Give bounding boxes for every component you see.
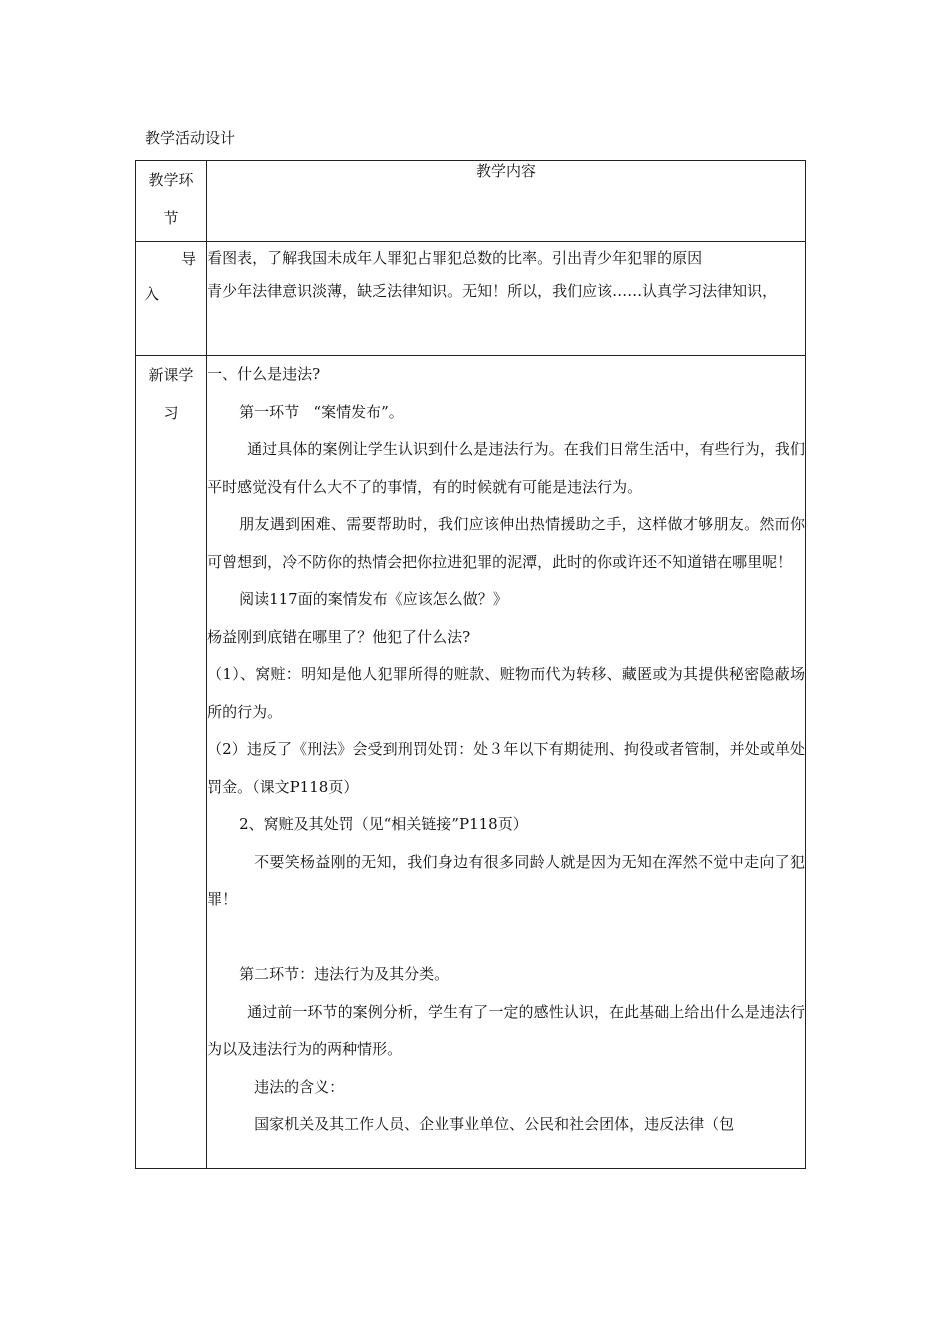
stage-cell-new-lesson <box>136 356 207 1169</box>
stage-cell-intro <box>136 242 207 356</box>
stage-header-line-2: 节 <box>163 209 179 227</box>
table-header-row <box>136 161 806 242</box>
stage-new-line-1: 新课学 <box>148 366 194 384</box>
stage-intro-line-2: 入 <box>144 285 160 303</box>
paragraph: 2、窝赃及其处罚（见“相关链接”P118页） <box>239 815 528 833</box>
paragraph: 违法的含义： <box>254 1077 345 1096</box>
section-heading: 一、什么是违法? <box>207 365 321 383</box>
paragraph: 通过具体的案例让学生认识到什么是违法行为。在我们日常生活中，有些行为，我们平时感觉没有什么大不了的事情，有的时候就有可能是违法行为。 <box>207 440 805 496</box>
table-row-intro <box>136 242 806 356</box>
paragraph: 阅读117面的案情发布《应该怎么做？》 <box>239 590 508 608</box>
table-row-new-lesson <box>136 356 806 1169</box>
paragraph: 杨益刚到底错在哪里了？他犯了什么法? <box>207 627 471 646</box>
blank-line <box>207 919 805 957</box>
paragraph: （2）违反了《刑法》会受到刑罚处罚：处３年以下有期徒刑、拘役或者管制，并处或单处罚金。（课文P118页） <box>207 740 805 796</box>
lesson-activity-table <box>135 160 806 1169</box>
paragraph: 朋友遇到困难、需要帮助时，我们应该伸出热情援助之手，这样做才够朋友。然而你可曾想到，冷不防你的热情会把你拉进犯罪的泥潭，此时的你或许还不知道错在哪里呢！ <box>207 515 805 571</box>
stage-two-title: 第二环节：违法行为及其分类。 <box>239 965 450 983</box>
content-cell-new-lesson <box>207 356 806 1169</box>
content-header-cell: 教学内容 <box>207 161 806 242</box>
stage-new-line-2: 习 <box>163 404 179 422</box>
stage-one-title: 第一环节 “案情发布”。 <box>239 402 404 421</box>
stage-header-line-1: 教学环 <box>148 171 194 189</box>
page-title: 教学活动设计 <box>145 129 236 147</box>
paragraph: （1）、窝赃：明知是他人犯罪所得的赃款、赃物而代为转移、藏匿或为其提供秘密隐蔽场所的行为。 <box>207 665 805 721</box>
paragraph: 通过前一环节的案例分析，学生有了一定的感性认识，在此基础上给出什么是违法行为以及违法行为的两种情形。 <box>207 1002 805 1058</box>
intro-text-line: 看图表，了解我国未成年人罪犯占罪犯总数的比率。引出青少年犯罪的原因 <box>207 249 703 267</box>
intro-text-line: 青少年法律意识淡薄，缺乏法律知识。无知！所以，我们应该……认真学习法律知识， <box>207 282 778 300</box>
stage-intro-line-1: 导 <box>181 250 197 268</box>
content-cell-intro <box>207 242 806 356</box>
paragraph: 不要笑杨益刚的无知，我们身边有很多同龄人就是因为无知在浑然不觉中走向了犯罪！ <box>207 852 805 908</box>
stage-header-cell <box>136 161 207 242</box>
paragraph: 国家机关及其工作人员、企业事业单位、公民和社会团体，违反法律（包 <box>254 1115 735 1133</box>
